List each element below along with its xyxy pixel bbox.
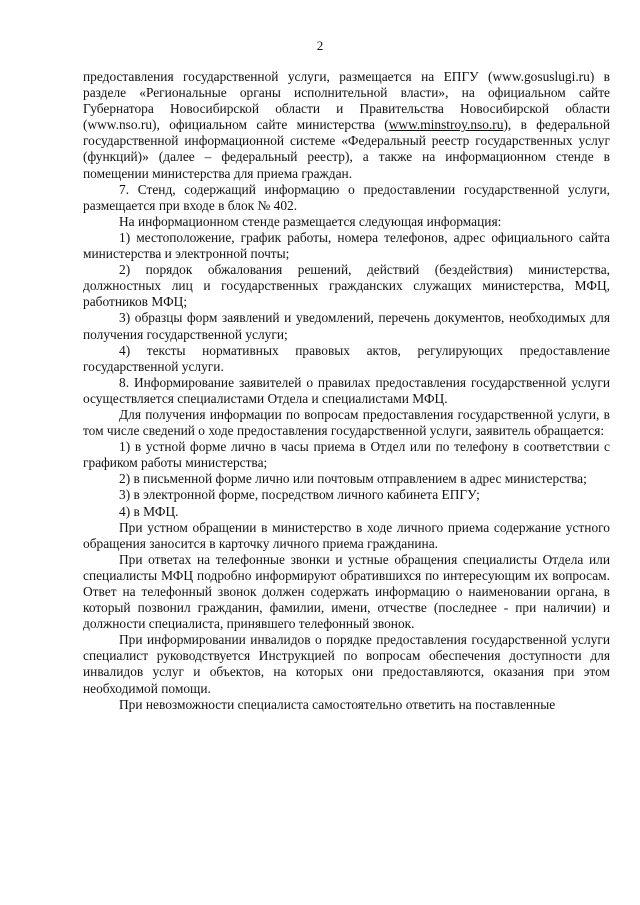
paragraph-oral-reception: При устном обращении в министерство в ходе личного приема содержание устного обращения заносится в карточку личного приема гражданина. [83,519,610,551]
list-item-stand-2: 2) порядок обжалования решений, действий (бездействия) министерства, должностных лиц и государственных гражданских служащих министерства, МФЦ, работников МФЦ; [83,262,610,310]
list-item-stand-1: 1) местоположение, график работы, номера телефонов, адрес официального сайта министерства и электронной почты; [83,229,610,262]
paragraph-stand-info-intro: На информационном стенде размещается следующая информация: [119,213,502,229]
list-item-stand-4: 4) тексты нормативных правовых актов, регулирующих предоставление государственной услуги. [83,342,610,374]
paragraph-phone-answers: При ответах на телефонные звонки и устные обращения специалисты Отдела или специалисты МФЦ подробно информируют обратившихся по интересующим их вопросам. Ответ на телефонный звонок должен содержать информацию о наименовании органа, в который позвонил гражданин, фамилии, имени, отчестве (последнее - при наличии) и должности специалиста, принявшего телефонный звонок. [83,551,610,632]
paragraph-publication-places [83,69,610,182]
paragraph-item-8-informing: 8. Информирование заявителей о правилах предоставления государственной услуги осуществляется специалистами Отдела и специалистами МФЦ. [83,374,610,406]
list-item-stand-3: 3) образцы форм заявлений и уведомлений, перечень документов, необходимых для получения государственной услуги; [83,310,610,342]
text-run: предоставления государственной услуги, размещается на ЕПГУ (www.gosuslugi.ru) в разделе «Региональные органы исполнительной власти», на официальном сайте Губернатора Новосибирской области и Правительства Новосибирской области (www.nso.ru), официальном сайте министерства ( [83,69,610,133]
paragraph-item-7-stand: 7. Стенд, содержащий информацию о предоставлении государственной услуги, размещается при входе в блок № 402. [83,181,610,213]
list-item-contact-1: 1) в устной форме лично в часы приема в Отдел или по телефону в соответствии с графиком работы министерства; [83,439,610,471]
paragraph-disabled-informing: При информировании инвалидов о порядке предоставления государственной услуги специалист руководствуется Инструкцией по вопросам обеспечения доступности для инвалидов услуг и объектов, на которых они предоставляются, оказания при этом необходимой помощи. [83,632,610,696]
list-item-contact-4: 4) в МФЦ. [119,503,179,519]
document-body [83,69,610,713]
text-run: ), в федеральной государственной информационной системе «Федеральный реестр государственных услуг (функций)» (далее – федеральный реестр), а также на информационном стенде в помещении министерства для приема граждан. [83,117,610,181]
page-number: 2 [316,38,324,53]
list-item-contact-2: 2) в письменной форме лично или почтовым отправлением в адрес министерства; [119,471,587,487]
list-item-contact-3: 3) в электронной форме, посредством личного кабинета ЕПГУ; [119,487,480,503]
paragraph-applicant-contacts-intro: Для получения информации по вопросам предоставления государственной услуги, в том числе сведений о ходе предоставления государственной услуги, заявитель обращается: [83,406,610,439]
ministry-site-link[interactable]: www.minstroy.nso.ru [388,117,504,133]
paragraph-continued: При невозможности специалиста самостоятельно ответить на поставленные [119,696,556,712]
